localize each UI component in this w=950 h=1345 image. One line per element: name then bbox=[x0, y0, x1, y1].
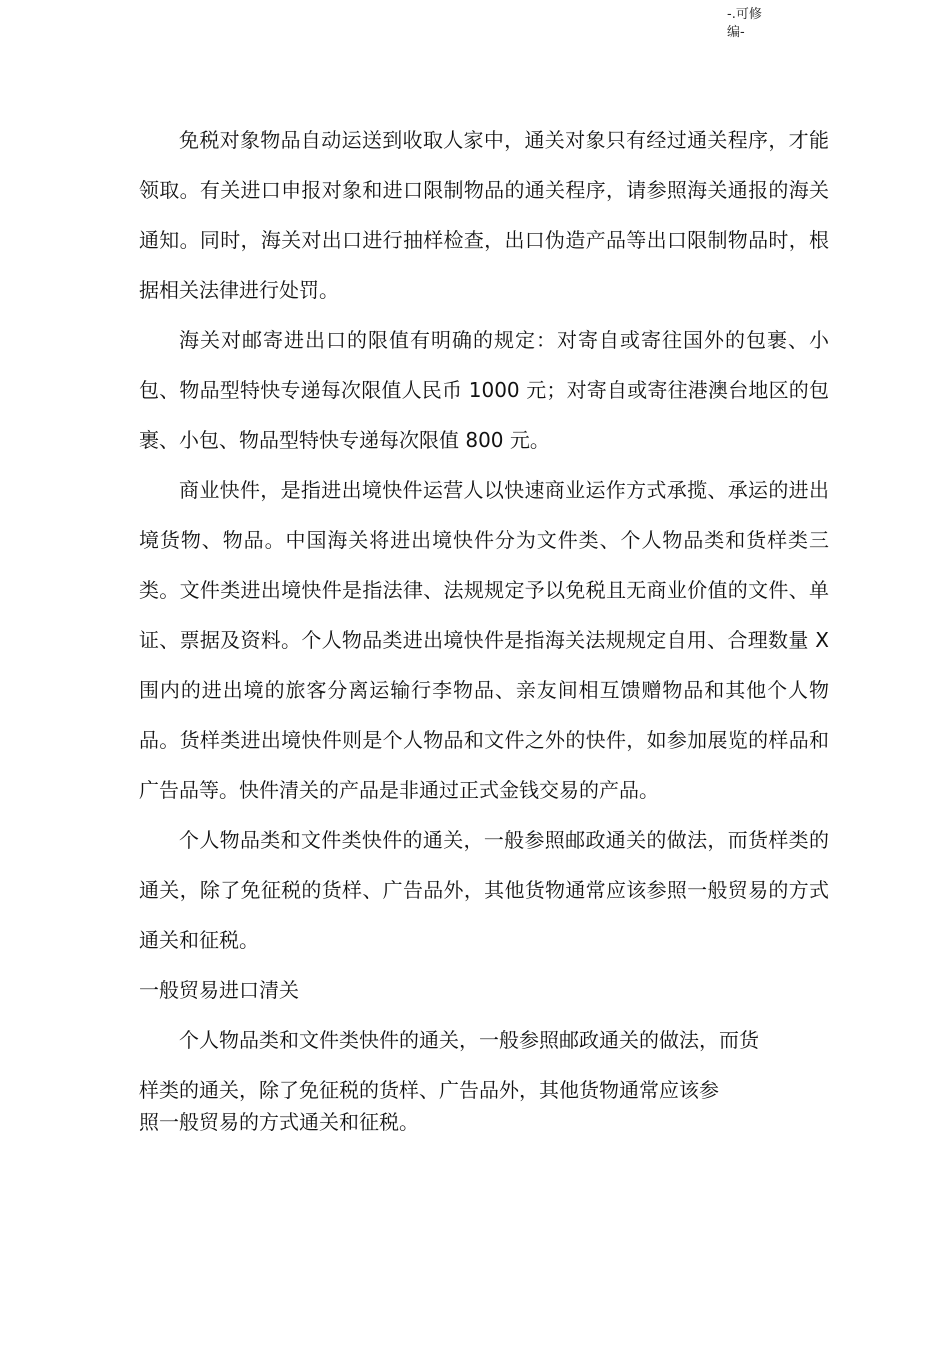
header-mark-line1: -.可修 bbox=[727, 7, 762, 22]
paragraph-general-trade-line2: 样类的通关，除了免征税的货样、广告品外，其他货物通常应该参 bbox=[139, 1078, 719, 1102]
paragraph-general-trade-line3: 照一般贸易的方式通关和征税。 bbox=[139, 1110, 419, 1134]
paragraph-express-clearance: 个人物品类和文件类快件的通关，一般参照邮政通关的做法，而货样类的通关，除了免征税的货样、广告品外，其他货物通常应该参照一般贸易的方式通关和征税。 bbox=[139, 828, 829, 952]
paragraph-clearance-procedure: 免税对象物品自动运送到收取人家中，通关对象只有经过通关程序，才能领取。有关进口申报对象和进口限制物品的通关程序，请参照海关通报的海关通知。同时，海关对出口进行抽样检查，出口伪造产品等出口限制物品时，根据相关法律进行处罚。 bbox=[139, 128, 829, 302]
paragraph-general-trade bbox=[139, 1015, 829, 1136]
header-mark-line2: 编- bbox=[727, 25, 745, 40]
page-header-mark bbox=[727, 6, 762, 42]
document-body bbox=[139, 115, 829, 1136]
paragraph-postal-limits: 海关对邮寄进出口的限值有明确的规定：对寄自或寄往国外的包裹、小包、物品型特快专递每次限值人民币 1000 元；对寄自或寄往港澳台地区的包裹、小包、物品型特快专递每次限值 800 元。 bbox=[139, 328, 829, 452]
section-heading-general-trade: 一般贸易进口清关 bbox=[139, 978, 299, 1002]
paragraph-commercial-express: 商业快件，是指进出境快件运营人以快速商业运作方式承揽、承运的进出境货物、物品。中国海关将进出境快件分为文件类、个人物品类和货样类三类。文件类进出境快件是指法律、法规规定予以免税且无商业价值的文件、单证、票据及资料。个人物品类进出境快件是指海关法规规定自用、合理数量 X 围内的进出境的旅客分离运输行李物品、亲友间相互馈赠物品和其他个人物品。货样类进出境快件则是个人物品和文件之外的快件，如参加展览的样品和广告品等。快件清关的产品是非通过正式金钱交易的产品。 bbox=[139, 478, 829, 802]
paragraph-general-trade-line1: 个人物品类和文件类快件的通关，一般参照邮政通关的做法，而货 bbox=[179, 1028, 759, 1052]
